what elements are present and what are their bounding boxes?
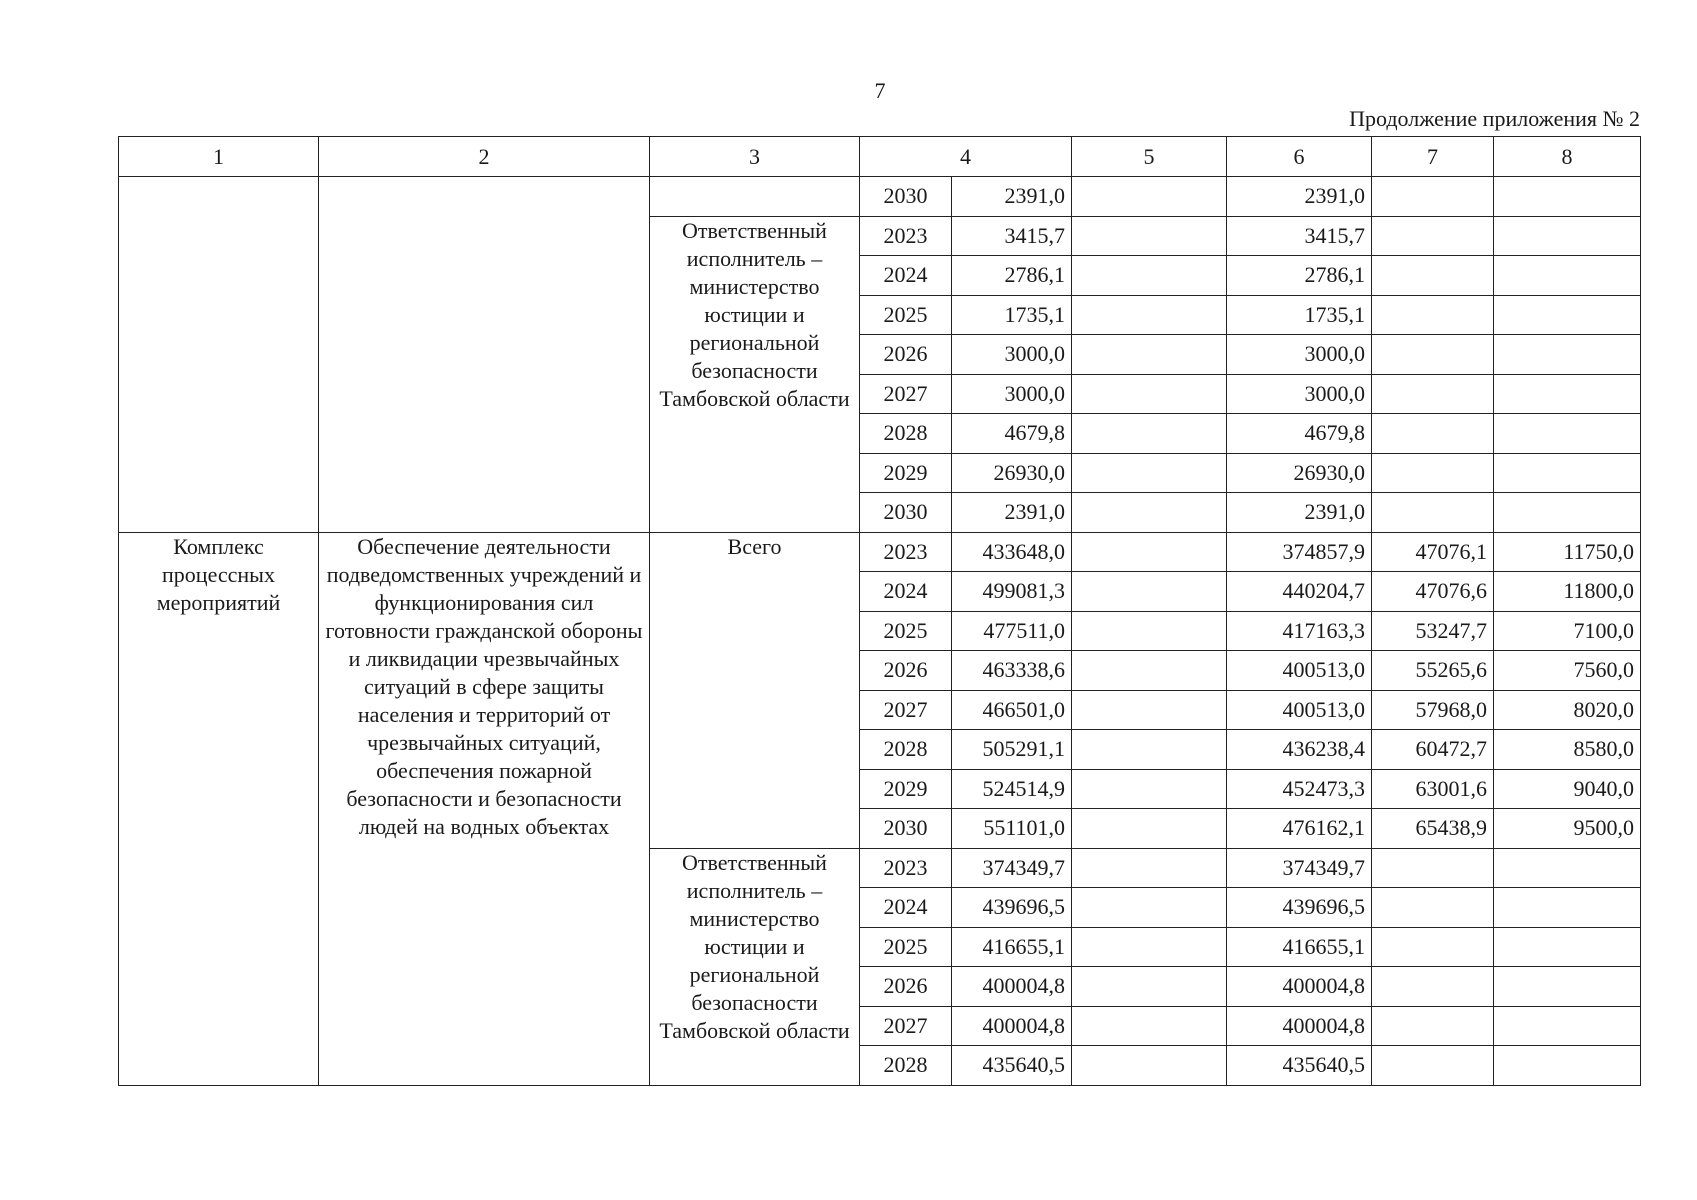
year-cell: 2024 bbox=[860, 888, 952, 928]
table-row bbox=[119, 177, 1641, 217]
year-cell: 2030 bbox=[860, 177, 952, 217]
amount-cell: 374857,9 bbox=[1227, 532, 1372, 572]
amount-cell: 55265,6 bbox=[1372, 651, 1494, 691]
amount-cell: 477511,0 bbox=[952, 611, 1072, 651]
year-cell: 2029 bbox=[860, 453, 952, 493]
amount-cell bbox=[1372, 493, 1494, 533]
amount-cell bbox=[1072, 967, 1227, 1007]
amount-cell: 2786,1 bbox=[1227, 256, 1372, 296]
amount-cell bbox=[1494, 216, 1641, 256]
header-cell: 2 bbox=[319, 137, 650, 177]
amount-cell: 53247,7 bbox=[1372, 611, 1494, 651]
amount-cell: 436238,4 bbox=[1227, 730, 1372, 770]
header-cell: 3 bbox=[650, 137, 860, 177]
amount-cell bbox=[1072, 651, 1227, 691]
amount-cell: 1735,1 bbox=[952, 295, 1072, 335]
header-row bbox=[119, 137, 1641, 177]
year-cell: 2023 bbox=[860, 216, 952, 256]
amount-cell bbox=[1072, 414, 1227, 454]
amount-cell: 400513,0 bbox=[1227, 690, 1372, 730]
amount-cell: 400513,0 bbox=[1227, 651, 1372, 691]
amount-cell: 466501,0 bbox=[952, 690, 1072, 730]
year-cell: 2024 bbox=[860, 256, 952, 296]
amount-cell bbox=[1494, 295, 1641, 335]
year-cell: 2026 bbox=[860, 967, 952, 1007]
header-cell: 6 bbox=[1227, 137, 1372, 177]
year-cell: 2027 bbox=[860, 690, 952, 730]
amount-cell: 8020,0 bbox=[1494, 690, 1641, 730]
program-type-label: Комплекс процессных мероприятий bbox=[119, 532, 319, 1085]
amount-cell: 416655,1 bbox=[1227, 927, 1372, 967]
amount-cell bbox=[1372, 414, 1494, 454]
amount-cell bbox=[1372, 848, 1494, 888]
amount-cell bbox=[1072, 611, 1227, 651]
amount-cell bbox=[1072, 532, 1227, 572]
amount-cell bbox=[1372, 256, 1494, 296]
amount-cell: 60472,7 bbox=[1372, 730, 1494, 770]
year-cell: 2025 bbox=[860, 927, 952, 967]
amount-cell bbox=[1372, 295, 1494, 335]
amount-cell bbox=[1494, 967, 1641, 1007]
amount-cell: 11800,0 bbox=[1494, 572, 1641, 612]
amount-cell: 400004,8 bbox=[1227, 967, 1372, 1007]
amount-cell: 2391,0 bbox=[952, 493, 1072, 533]
amount-cell: 435640,5 bbox=[1227, 1046, 1372, 1086]
amount-cell bbox=[1494, 848, 1641, 888]
amount-cell bbox=[1372, 967, 1494, 1007]
header-cell: 4 bbox=[860, 137, 1072, 177]
amount-cell bbox=[1494, 1006, 1641, 1046]
amount-cell: 7560,0 bbox=[1494, 651, 1641, 691]
amount-cell: 2391,0 bbox=[952, 177, 1072, 217]
amount-cell bbox=[1072, 374, 1227, 414]
year-cell: 2028 bbox=[860, 730, 952, 770]
header-cell: 5 bbox=[1072, 137, 1227, 177]
year-cell: 2024 bbox=[860, 572, 952, 612]
amount-cell: 400004,8 bbox=[952, 967, 1072, 1007]
year-cell: 2029 bbox=[860, 769, 952, 809]
year-cell: 2027 bbox=[860, 1006, 952, 1046]
amount-cell: 551101,0 bbox=[952, 809, 1072, 849]
year-cell: 2026 bbox=[860, 335, 952, 375]
amount-cell: 9040,0 bbox=[1494, 769, 1641, 809]
year-cell: 2023 bbox=[860, 532, 952, 572]
amount-cell bbox=[1494, 1046, 1641, 1086]
page-number: 7 bbox=[874, 78, 886, 103]
amount-cell: 3415,7 bbox=[952, 216, 1072, 256]
program-description: Обеспечение деятельности подведомственных учреждений и функционирования сил готовности гражданской обороны и ликвидации чрезвычайных ситуаций в сфере защиты населения и территорий от чрезвычайных ситуаций, обеспечения пожарной безопасности и безопасности людей на водных объектах bbox=[319, 532, 650, 1085]
amount-cell: 499081,3 bbox=[952, 572, 1072, 612]
amount-cell: 3415,7 bbox=[1227, 216, 1372, 256]
year-cell: 2023 bbox=[860, 848, 952, 888]
amount-cell: 4679,8 bbox=[1227, 414, 1372, 454]
amount-cell: 2786,1 bbox=[952, 256, 1072, 296]
amount-cell bbox=[1494, 493, 1641, 533]
table-body bbox=[119, 177, 1641, 1086]
amount-cell: 47076,6 bbox=[1372, 572, 1494, 612]
amount-cell: 416655,1 bbox=[952, 927, 1072, 967]
amount-cell: 9500,0 bbox=[1494, 809, 1641, 849]
amount-cell: 57968,0 bbox=[1372, 690, 1494, 730]
amount-cell bbox=[1494, 414, 1641, 454]
year-cell: 2028 bbox=[860, 414, 952, 454]
amount-cell: 2391,0 bbox=[1227, 493, 1372, 533]
amount-cell bbox=[1072, 769, 1227, 809]
amount-cell bbox=[1372, 216, 1494, 256]
year-cell: 2026 bbox=[860, 651, 952, 691]
amount-cell bbox=[1072, 730, 1227, 770]
amount-cell: 2391,0 bbox=[1227, 177, 1372, 217]
amount-cell: 463338,6 bbox=[952, 651, 1072, 691]
amount-cell bbox=[1372, 453, 1494, 493]
amount-cell bbox=[1494, 453, 1641, 493]
responsible-executor-label: Ответственный исполнитель – министерство юстиции и региональной безопасности Тамбовской области bbox=[650, 848, 860, 1085]
header-cell: 8 bbox=[1494, 137, 1641, 177]
total-label: Всего bbox=[650, 532, 860, 848]
amount-cell bbox=[1494, 374, 1641, 414]
amount-cell bbox=[1072, 493, 1227, 533]
amount-cell: 433648,0 bbox=[952, 532, 1072, 572]
amount-cell bbox=[1372, 888, 1494, 928]
amount-cell: 452473,3 bbox=[1227, 769, 1372, 809]
header-cell: 1 bbox=[119, 137, 319, 177]
year-cell: 2030 bbox=[860, 809, 952, 849]
amount-cell bbox=[1072, 809, 1227, 849]
table-row bbox=[119, 532, 1641, 572]
amount-cell bbox=[1072, 848, 1227, 888]
year-cell: 2025 bbox=[860, 611, 952, 651]
amount-cell: 3000,0 bbox=[952, 374, 1072, 414]
amount-cell: 3000,0 bbox=[1227, 335, 1372, 375]
amount-cell bbox=[1072, 216, 1227, 256]
amount-cell: 440204,7 bbox=[1227, 572, 1372, 612]
empty-cell bbox=[650, 177, 860, 217]
amount-cell bbox=[1072, 177, 1227, 217]
amount-cell: 26930,0 bbox=[952, 453, 1072, 493]
amount-cell bbox=[1494, 888, 1641, 928]
amount-cell bbox=[1372, 177, 1494, 217]
amount-cell: 476162,1 bbox=[1227, 809, 1372, 849]
year-cell: 2028 bbox=[860, 1046, 952, 1086]
amount-cell: 47076,1 bbox=[1372, 532, 1494, 572]
amount-cell: 4679,8 bbox=[952, 414, 1072, 454]
amount-cell: 26930,0 bbox=[1227, 453, 1372, 493]
amount-cell: 400004,8 bbox=[1227, 1006, 1372, 1046]
amount-cell bbox=[1072, 453, 1227, 493]
amount-cell bbox=[1072, 888, 1227, 928]
amount-cell bbox=[1072, 295, 1227, 335]
year-cell: 2025 bbox=[860, 295, 952, 335]
amount-cell bbox=[1372, 374, 1494, 414]
amount-cell bbox=[1494, 256, 1641, 296]
amount-cell: 7100,0 bbox=[1494, 611, 1641, 651]
amount-cell: 374349,7 bbox=[1227, 848, 1372, 888]
amount-cell: 524514,9 bbox=[952, 769, 1072, 809]
empty-cell bbox=[319, 177, 650, 533]
amount-cell: 11750,0 bbox=[1494, 532, 1641, 572]
amount-cell: 374349,7 bbox=[952, 848, 1072, 888]
amount-cell: 417163,3 bbox=[1227, 611, 1372, 651]
responsible-executor-label: Ответственный исполнитель – министерство юстиции и региональной безопасности Тамбовской области bbox=[650, 216, 860, 532]
year-cell: 2030 bbox=[860, 493, 952, 533]
amount-cell bbox=[1372, 1046, 1494, 1086]
amount-cell bbox=[1072, 690, 1227, 730]
amount-cell: 8580,0 bbox=[1494, 730, 1641, 770]
amount-cell bbox=[1372, 335, 1494, 375]
year-cell: 2027 bbox=[860, 374, 952, 414]
amount-cell: 3000,0 bbox=[1227, 374, 1372, 414]
amount-cell bbox=[1494, 335, 1641, 375]
continuation-label: Продолжение приложения № 2 bbox=[1349, 106, 1640, 131]
amount-cell: 1735,1 bbox=[1227, 295, 1372, 335]
amount-cell: 505291,1 bbox=[952, 730, 1072, 770]
amount-cell: 435640,5 bbox=[952, 1046, 1072, 1086]
amount-cell bbox=[1072, 1046, 1227, 1086]
amount-cell bbox=[1072, 256, 1227, 296]
amount-cell bbox=[1372, 927, 1494, 967]
amount-cell bbox=[1372, 1006, 1494, 1046]
amount-cell: 65438,9 bbox=[1372, 809, 1494, 849]
amount-cell: 439696,5 bbox=[952, 888, 1072, 928]
amount-cell: 3000,0 bbox=[952, 335, 1072, 375]
amount-cell bbox=[1494, 177, 1641, 217]
amount-cell: 63001,6 bbox=[1372, 769, 1494, 809]
amount-cell: 400004,8 bbox=[952, 1006, 1072, 1046]
empty-cell bbox=[119, 177, 319, 533]
header-cell: 7 bbox=[1372, 137, 1494, 177]
amount-cell bbox=[1072, 927, 1227, 967]
amount-cell bbox=[1072, 335, 1227, 375]
amount-cell: 439696,5 bbox=[1227, 888, 1372, 928]
amount-cell bbox=[1072, 572, 1227, 612]
appendix-table bbox=[118, 136, 1641, 1086]
amount-cell bbox=[1494, 927, 1641, 967]
amount-cell bbox=[1072, 1006, 1227, 1046]
